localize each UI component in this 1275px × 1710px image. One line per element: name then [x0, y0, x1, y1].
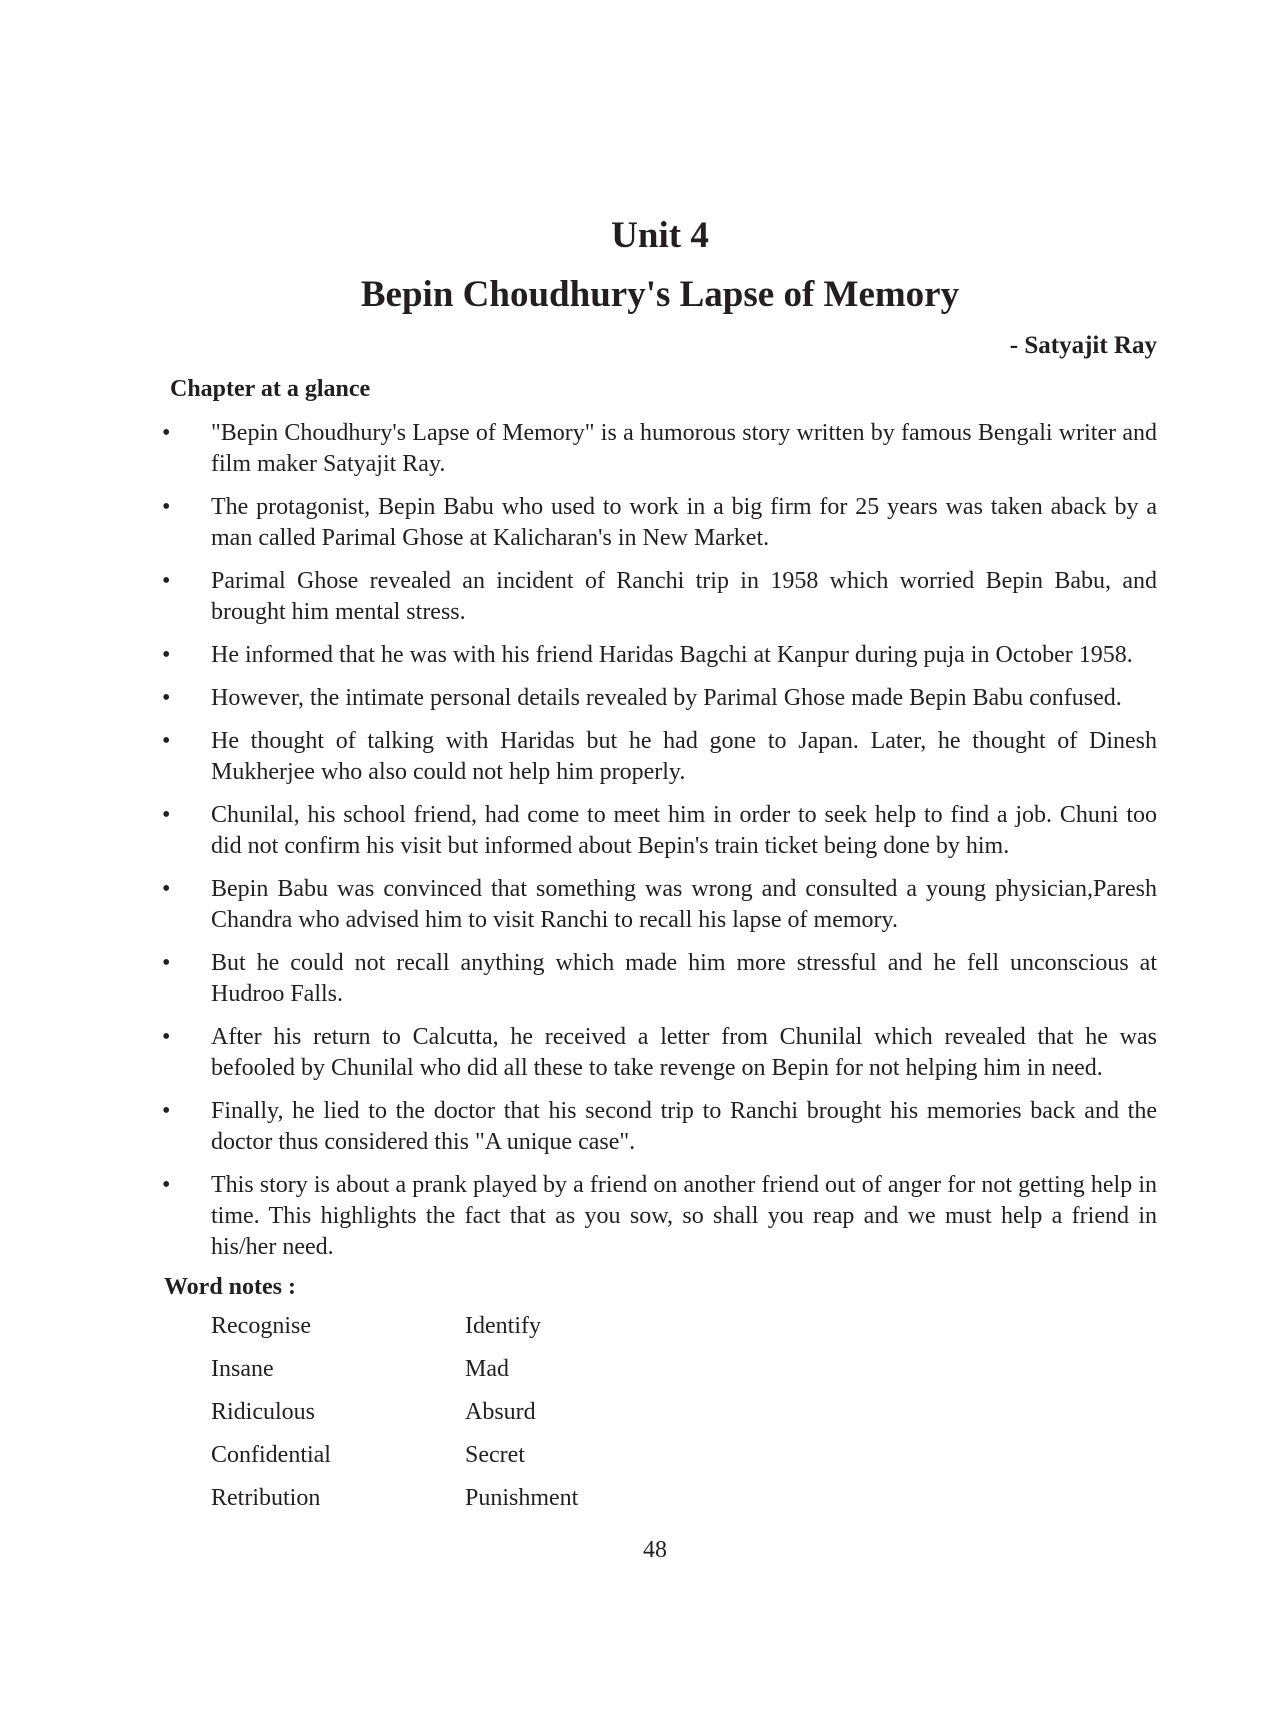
- word-notes-heading: Word notes :: [164, 1274, 296, 1300]
- list-item-text: Chunilal, his school friend, had come to meet him in order to seek help to find a job. Chuni too did not confirm his visit but informed about Bepin's train ticket being done by him.: [211, 802, 1157, 859]
- unit-title: Unit 4: [611, 215, 709, 256]
- chapter-summary-list: [162, 418, 1157, 1275]
- table-row: [211, 1356, 578, 1399]
- list-item: [162, 1022, 1157, 1084]
- bullet-icon: •: [162, 1098, 171, 1124]
- word-term: Recognise: [211, 1313, 311, 1339]
- word-meaning: Punishment: [465, 1485, 579, 1511]
- bullet-icon: •: [162, 568, 171, 594]
- list-item: [162, 726, 1157, 788]
- list-item-text: Parimal Ghose revealed an incident of Ranchi trip in 1958 which worried Bepin Babu, and brought him mental stress.: [211, 568, 1157, 625]
- list-item-text: The protagonist, Bepin Babu who used to work in a big firm for 25 years was taken aback by a man called Parimal Ghose at Kalicharan's in New Market.: [211, 494, 1157, 551]
- list-item-text: Finally, he lied to the doctor that his second trip to Ranchi brought his memories back and the doctor thus considered this "A unique case".: [211, 1098, 1157, 1155]
- page-number: 48: [643, 1537, 667, 1563]
- word-meaning: Absurd: [465, 1399, 536, 1425]
- list-item: [162, 1096, 1157, 1158]
- bullet-icon: •: [162, 420, 171, 446]
- bullet-icon: •: [162, 876, 171, 902]
- list-item: [162, 418, 1157, 480]
- word-term: Confidential: [211, 1442, 331, 1468]
- chapter-title: Bepin Choudhury's Lapse of Memory: [360, 274, 960, 315]
- table-row: [211, 1399, 578, 1442]
- word-term: Ridiculous: [211, 1399, 316, 1425]
- word-meaning: Secret: [465, 1442, 525, 1468]
- bullet-icon: •: [162, 1024, 171, 1050]
- bullet-icon: •: [162, 950, 171, 976]
- list-item-text: After his return to Calcutta, he received a letter from Chunilal which revealed that he was befooled by Chunilal who did all these to take revenge on Bepin for not helping him in need.: [211, 1024, 1157, 1081]
- list-item: [162, 492, 1157, 554]
- table-row: [211, 1442, 578, 1485]
- word-term: Insane: [211, 1356, 274, 1382]
- list-item-text: Bepin Babu was convinced that something was wrong and consulted a young physician,Paresh Chandra who advised him to visit Ranchi to recall his lapse of memory.: [211, 876, 1157, 933]
- list-item: [162, 566, 1157, 628]
- list-item: [162, 800, 1157, 862]
- word-term: Retribution: [211, 1485, 321, 1511]
- chapter-at-a-glance-heading: Chapter at a glance: [170, 376, 371, 402]
- table-row: [211, 1313, 578, 1356]
- list-item: [162, 1170, 1157, 1263]
- bullet-icon: •: [162, 685, 171, 711]
- list-item: [162, 683, 1157, 714]
- author-credit: - Satyajit Ray: [1009, 332, 1157, 359]
- bullet-icon: •: [162, 494, 171, 520]
- bullet-icon: •: [162, 642, 171, 668]
- bullet-icon: •: [162, 1172, 171, 1198]
- list-item-text: He thought of talking with Haridas but he had gone to Japan. Later, he thought of Dinesh Mukherjee who also could not help him properly.: [211, 728, 1157, 785]
- bullet-icon: •: [162, 728, 171, 754]
- list-item-text: He informed that he was with his friend Haridas Bagchi at Kanpur during puja in October 1958.: [211, 642, 1133, 668]
- list-item-text: "Bepin Choudhury's Lapse of Memory" is a humorous story written by famous Bengali writer and film maker Satyajit Ray.: [211, 420, 1157, 477]
- table-row: [211, 1485, 578, 1528]
- list-item-text: But he could not recall anything which made him more stressful and he fell unconscious at Hudroo Falls.: [211, 950, 1157, 1007]
- list-item-text: This story is about a prank played by a friend on another friend out of anger for not getting help in time. This highlights the fact that as you sow, so shall you reap and we must help a friend in his/her need.: [211, 1172, 1157, 1260]
- bullet-icon: •: [162, 802, 171, 828]
- list-item: [162, 640, 1157, 671]
- word-notes-table: [211, 1313, 578, 1528]
- list-item: [162, 874, 1157, 936]
- list-item-text: However, the intimate personal details revealed by Parimal Ghose made Bepin Babu confused.: [211, 685, 1122, 711]
- word-meaning: Mad: [465, 1356, 509, 1382]
- list-item: [162, 948, 1157, 1010]
- word-meaning: Identify: [465, 1313, 541, 1339]
